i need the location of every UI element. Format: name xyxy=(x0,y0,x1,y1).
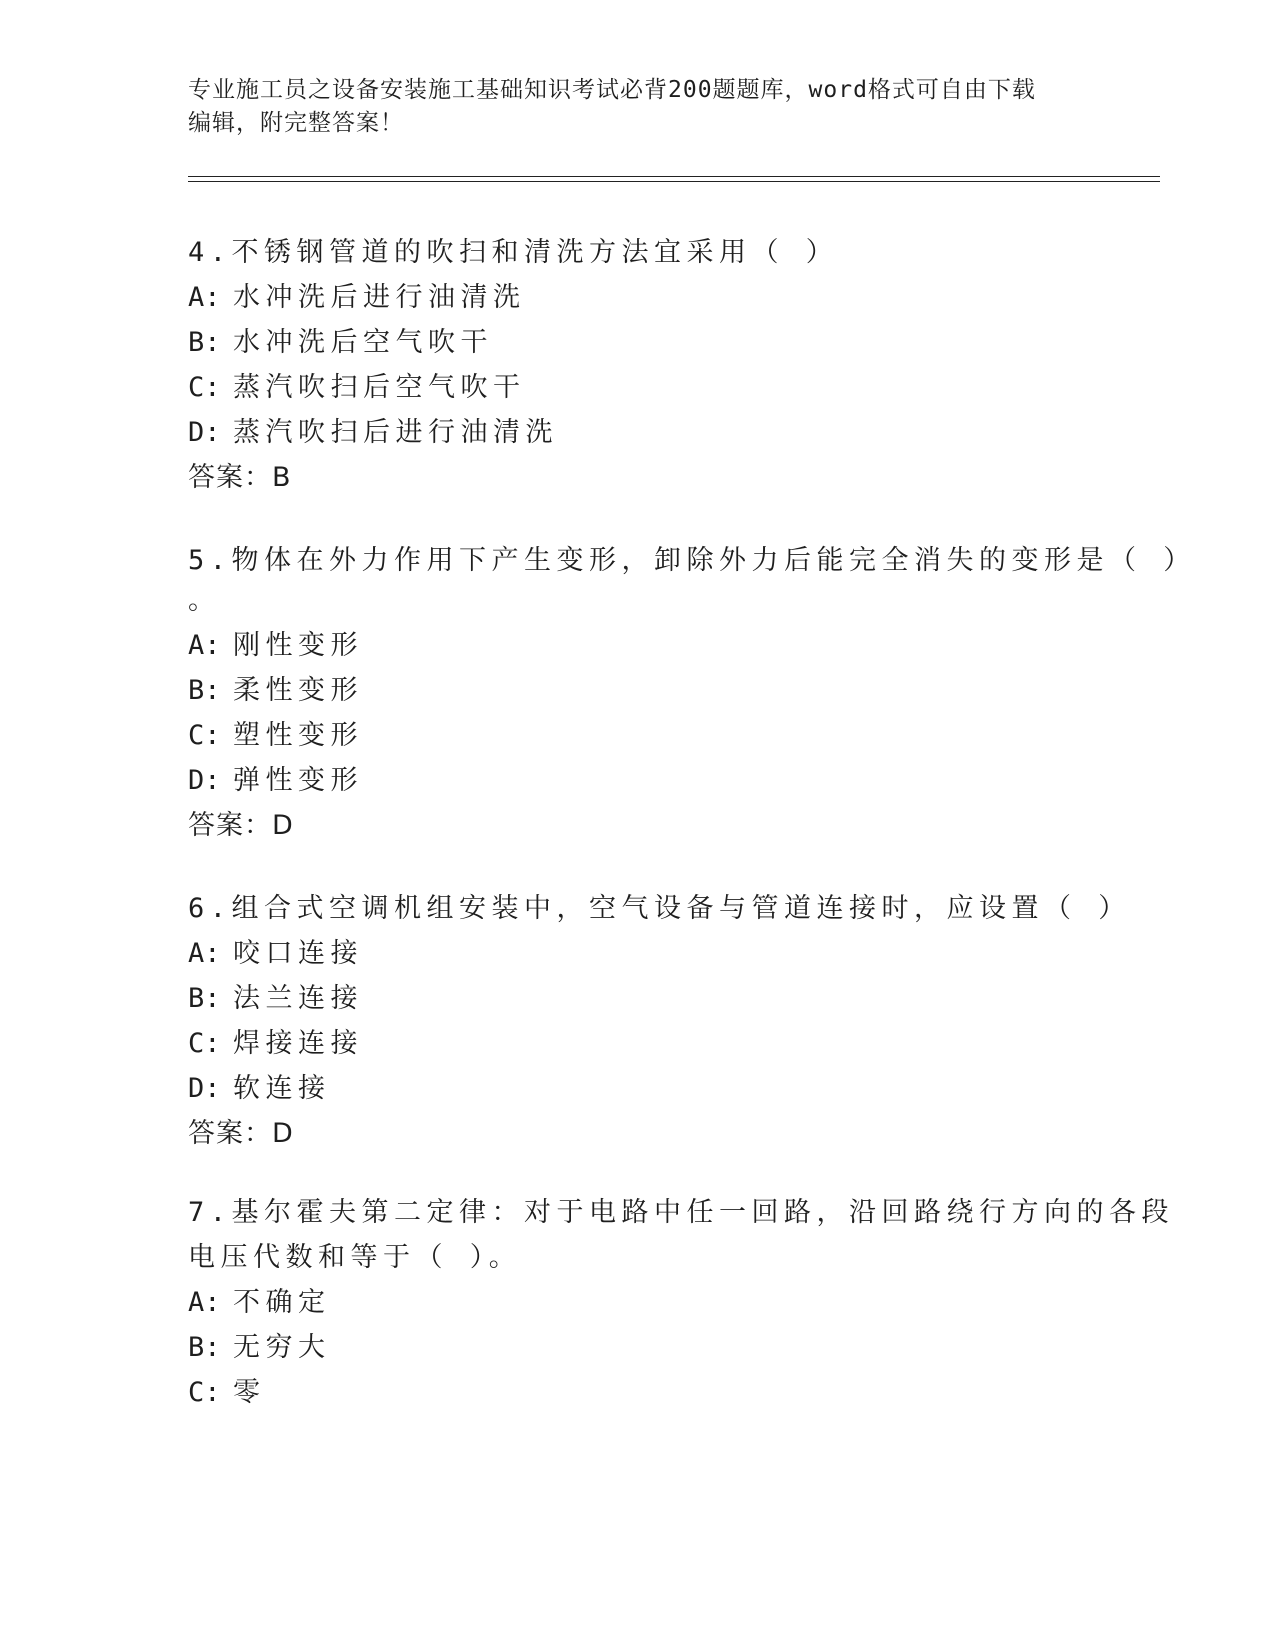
option-text: 软连接 xyxy=(233,1073,331,1104)
question-text: 6.组合式空调机组安装中，空气设备与管道连接时，应设置（ ） xyxy=(188,893,1131,924)
question-text: 7.基尔霍夫第二定律：对于电路中任一回路，沿回路绕行方向的各段 xyxy=(188,1197,1175,1228)
answer-line: 答案：D xyxy=(188,1118,294,1149)
option-b xyxy=(188,668,1088,713)
option-text: 不确定 xyxy=(233,1287,331,1318)
header-line-2: 编辑，附完整答案！ xyxy=(188,110,404,136)
option-letter: C: xyxy=(188,720,221,751)
option-c xyxy=(188,713,1088,758)
option-text: 水冲洗后空气吹干 xyxy=(233,327,493,358)
option-letter: D: xyxy=(188,765,221,796)
document-header xyxy=(188,74,1068,140)
header-rule-top xyxy=(188,176,1160,177)
option-letter: A: xyxy=(188,282,221,313)
option-a xyxy=(188,931,1088,976)
question-text-continued: 电压代数和等于（ ）。 xyxy=(188,1242,522,1273)
option-c xyxy=(188,1021,1088,1066)
option-letter: A: xyxy=(188,630,221,661)
option-letter: B: xyxy=(188,983,221,1014)
option-d xyxy=(188,758,1088,803)
option-letter: D: xyxy=(188,417,221,448)
option-b xyxy=(188,1325,1088,1370)
option-text: 柔性变形 xyxy=(233,675,363,706)
answer-line: 答案：D xyxy=(188,810,294,841)
option-b xyxy=(188,976,1088,1021)
option-text: 刚性变形 xyxy=(233,630,363,661)
option-a xyxy=(188,623,1088,668)
question-text: 5.物体在外力作用下产生变形，卸除外力后能完全消失的变形是（ ） xyxy=(188,545,1196,576)
option-letter: C: xyxy=(188,372,221,403)
option-letter: A: xyxy=(188,1287,221,1318)
option-letter: A: xyxy=(188,938,221,969)
question-block xyxy=(188,538,1196,848)
option-text: 咬口连接 xyxy=(233,938,363,969)
option-text: 蒸汽吹扫后空气吹干 xyxy=(233,372,526,403)
question-text-continued: 。 xyxy=(188,585,221,616)
question-block xyxy=(188,886,1131,1156)
option-letter: B: xyxy=(188,675,221,706)
option-text: 焊接连接 xyxy=(233,1028,363,1059)
option-letter: C: xyxy=(188,1028,221,1059)
option-text: 法兰连接 xyxy=(233,983,363,1014)
header-line-1: 专业施工员之设备安装施工基础知识考试必背200题题库，word格式可自由下载 xyxy=(188,77,1036,103)
option-a xyxy=(188,1280,1088,1325)
option-c xyxy=(188,1370,1088,1415)
option-letter: D: xyxy=(188,1073,221,1104)
option-text: 无穷大 xyxy=(233,1332,331,1363)
header-rule-bottom xyxy=(188,181,1160,182)
option-letter: B: xyxy=(188,327,221,358)
option-d xyxy=(188,410,1088,455)
answer-line: 答案：B xyxy=(188,462,292,493)
question-text: 4.不锈钢管道的吹扫和清洗方法宜采用（ ） xyxy=(188,237,839,268)
option-text: 零 xyxy=(233,1377,266,1408)
option-letter: C: xyxy=(188,1377,221,1408)
option-b xyxy=(188,320,1088,365)
option-d xyxy=(188,1066,1088,1111)
option-letter: B: xyxy=(188,1332,221,1363)
question-block xyxy=(188,1190,1175,1415)
question-block xyxy=(188,230,1088,500)
option-a xyxy=(188,275,1088,320)
option-c xyxy=(188,365,1088,410)
option-text: 蒸汽吹扫后进行油清洗 xyxy=(233,417,558,448)
option-text: 弹性变形 xyxy=(233,765,363,796)
option-text: 塑性变形 xyxy=(233,720,363,751)
option-text: 水冲洗后进行油清洗 xyxy=(233,282,526,313)
